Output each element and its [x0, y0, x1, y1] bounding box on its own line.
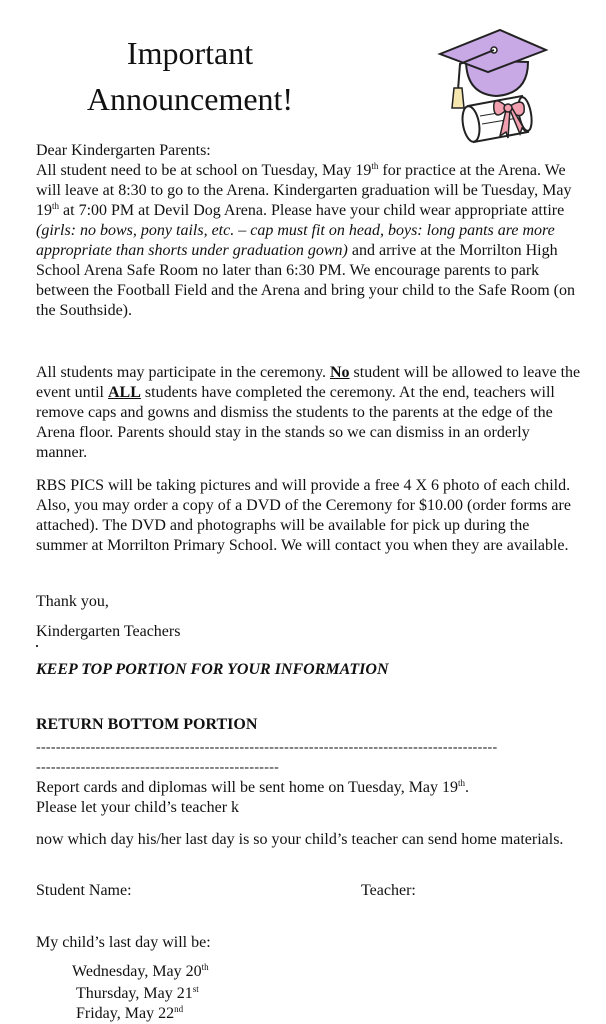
- greeting: Dear Kindergarten Parents:: [36, 142, 211, 159]
- paragraph-practice-and-graduation: All student need to be at school on Tuesday, May 19th for practice at the Arena. We will leave at 8:30 to go to the Arena. Kindergarten graduation will be Tuesday, May 19th at 7:00 PM at Devil Dog Arena. Please have your child wear appropriate attire (girls: no bows, pony tails, etc. – cap must fit on head, boys: long pants are more appropriate than shorts under graduation gown) and arrive at the Morrilton High School Arena Safe Room no later than 6:30 PM. We encourage parents to park between the Football Field and the Arena and bring your child to the Safe Room (on the Southside).: [36, 161, 575, 319]
- paragraph-ceremony: All students may participate in the ceremony. No student will be allowed to leave the event until ALL students have completed the ceremony. At the end, teachers will remove caps and gowns and dismiss the students to the parents at the edge of the Arena floor. Parents should stay in the stands so we can dismiss in an orderly manner.: [36, 364, 581, 461]
- graduation-cap-icon: [436, 24, 548, 144]
- all-emphasis: ALL: [107, 384, 141, 401]
- title-line-1: Important: [126, 35, 254, 71]
- signature: Kindergarten Teachers: [36, 623, 181, 640]
- cut-line-1: ---------------------------------------------------------------------------------------------: [36, 741, 498, 755]
- no-emphasis: No: [329, 364, 350, 381]
- paragraph-photos: RBS PICS will be taking pictures and will provide a free 4 X 6 photo of each child. Also, you may order a copy of a DVD of the Ceremony for $10.00 (order forms are attached). The DVD and photographs will be available for pick up during the summer at Morrilton Primary School. We will contact you when they are available.: [36, 477, 571, 554]
- last-day-request: now which day his/her last day is so your child’s teacher can send home materials.: [36, 831, 564, 848]
- option-friday: Friday, May 22nd: [76, 1004, 184, 1022]
- keep-top-heading: KEEP TOP PORTION FOR YOUR INFORMATION: [36, 661, 389, 678]
- stray-mark: [36, 645, 38, 647]
- attire-note: (girls: no bows, pony tails, etc. – cap must fit on head, boys: long pants are more appropriate than shorts under graduation gown): [36, 222, 555, 259]
- letter-body: [36, 141, 584, 321]
- title-line-2: Announcement!: [86, 81, 294, 117]
- report-cards-note: Report cards and diplomas will be sent home on Tuesday, May 19th. Please let your child’s teacher k: [36, 778, 470, 816]
- teacher-label: Teacher:: [361, 882, 416, 899]
- closing: Thank you,: [36, 593, 109, 610]
- option-thursday: Thursday, May 21st: [76, 984, 199, 1002]
- option-wednesday: Wednesday, May 20th: [72, 962, 209, 980]
- cut-line-2: -------------------------------------------------: [36, 761, 280, 775]
- return-bottom-heading: RETURN BOTTOM PORTION: [36, 716, 258, 733]
- announcement-title: [40, 30, 340, 122]
- last-day-label: My child’s last day will be:: [36, 934, 211, 951]
- student-name-label: Student Name:: [36, 882, 132, 899]
